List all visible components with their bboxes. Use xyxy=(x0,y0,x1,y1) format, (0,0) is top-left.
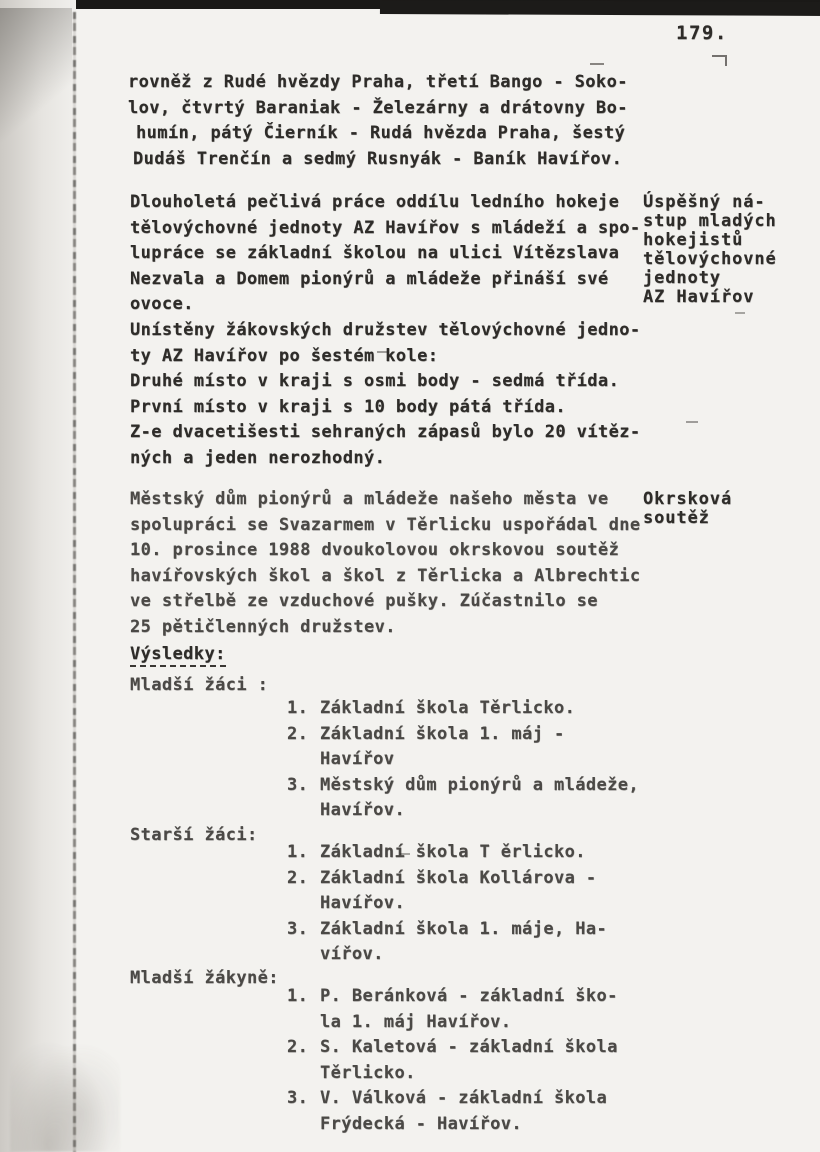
item-number: 3. xyxy=(287,918,309,939)
text-line: Základní škola T ěrlicko. xyxy=(320,842,586,862)
text-line: Unístěny žákovských družstev tělovýchovné jedno- xyxy=(130,319,641,340)
stray-mark xyxy=(712,55,727,66)
results-heading-text: Výsledky: xyxy=(130,644,226,667)
text-line: V. Válková - základní škola xyxy=(320,1088,608,1109)
text-line: Nezvala a Domem pionýrů a mládeže přináší své xyxy=(130,268,609,289)
text-line: tělovýchovné xyxy=(643,249,777,269)
item-number: 2. xyxy=(287,723,309,744)
text-line: lov, čtvrtý Baraniak - Železárny a drátovny Bo- xyxy=(128,97,628,118)
text-line: jednoty xyxy=(643,268,721,288)
item-number: 3. xyxy=(287,1088,309,1109)
text-line: Dlouholetá pečlivá práce oddílu ledního hokeje xyxy=(130,192,620,212)
text-line: Dudáš Trenčín a sedmý Rusnyák - Baník Havířov. xyxy=(133,148,623,169)
text-line: vířov. xyxy=(320,944,384,965)
scan-smudge xyxy=(10,1022,120,1152)
text-line: Druhé místo v kraji s osmi body - sedmá třída. xyxy=(130,371,620,392)
item-number: 1. xyxy=(287,698,309,718)
page-number: 179. xyxy=(676,22,728,44)
text-line: AZ Havířov xyxy=(643,287,755,307)
scan-top-edge-right xyxy=(380,0,820,16)
list-item xyxy=(287,917,707,968)
text-line: spolupráci se Svazarmem v Těrlicku uspořádal dne xyxy=(130,514,641,535)
item-number: 2. xyxy=(287,1037,309,1058)
stray-mark xyxy=(735,312,745,314)
text-line: stup mladých xyxy=(643,211,777,231)
text-line: ve střelbě ze vzduchové pušky. Zúčastnilo se xyxy=(130,591,598,612)
scan-left-shadow-top xyxy=(0,8,72,158)
item-number: 2. xyxy=(287,867,309,888)
list-item xyxy=(287,1035,707,1086)
results-heading xyxy=(130,642,226,668)
paragraph-youth-hockey xyxy=(130,190,640,472)
text-line: havířovských škol a škol z Těrlicka a Albrechtic xyxy=(130,565,641,586)
item-number: 1. xyxy=(287,986,309,1006)
margin-note-hockey xyxy=(643,193,777,307)
item-number: 1. xyxy=(287,842,309,862)
text-line: První místo v kraji s 10 body pátá třída. xyxy=(130,396,567,417)
text-line: Těrlicko. xyxy=(320,1062,416,1083)
text-line: Městský dům pionýrů a mládeže našeho města ve xyxy=(130,489,609,509)
group-label: Mladší žákyně: xyxy=(130,968,279,988)
list-item xyxy=(287,773,707,824)
list-item xyxy=(287,866,707,917)
list-item xyxy=(287,1086,707,1137)
list-item xyxy=(287,722,707,773)
paragraph-shooting-contest xyxy=(130,487,640,641)
text-line: ovoce. xyxy=(130,294,194,315)
text-line: Havířov. xyxy=(320,893,406,914)
text-line: ných a jeden nerozhodný. xyxy=(130,447,386,468)
text-line: humín, pátý Čierník - Rudá hvězda Praha, šestý xyxy=(136,123,626,144)
text-line: ty AZ Havířov po šestém kole: xyxy=(130,345,439,366)
text-line: Městský dům pionýrů a mládeže, xyxy=(320,774,640,795)
list-item xyxy=(287,984,707,1035)
text-line: lupráce se základní školou na ulici Vítězslava xyxy=(130,243,620,264)
list-item xyxy=(287,840,707,866)
text-line: Základní škola 1. máje, Ha- xyxy=(320,918,608,939)
text-line: Frýdecká - Havířov. xyxy=(320,1113,523,1134)
text-line: tělovýchovné jednoty AZ Havířov s mládeží a spo- xyxy=(130,217,641,238)
stray-mark xyxy=(590,63,604,65)
text-line: P. Beránková - základní ško- xyxy=(320,986,618,1006)
page-fold-line xyxy=(73,12,76,1152)
text-line: rovněž z Rudé hvězdy Praha, třetí Bango - Soko- xyxy=(128,72,628,92)
paragraph-hockey-rankings xyxy=(128,70,628,172)
stray-mark xyxy=(686,421,698,423)
text-line: Základní škola 1. máj - xyxy=(320,723,565,744)
text-line: Z-e dvacetišesti sehraných zápasů bylo 20 vítěz- xyxy=(130,422,641,443)
text-line: Základní škola Těrlicko. xyxy=(320,698,576,718)
scan-left-shadow xyxy=(0,0,76,1152)
margin-note-contest xyxy=(643,490,732,528)
list-item xyxy=(287,696,707,722)
text-line: 10. prosince 1988 dvoukolovou okrskovou soutěž xyxy=(130,540,620,561)
text-line: Havířov xyxy=(320,749,395,770)
text-line: Havířov. xyxy=(320,800,406,821)
text-line: soutěž xyxy=(643,508,710,528)
text-line: la 1. máj Havířov. xyxy=(320,1011,512,1032)
text-line: 25 pětičlenných družstev. xyxy=(130,616,396,637)
text-line: Úspěšný ná- xyxy=(643,192,766,212)
text-line: Okrsková xyxy=(643,489,733,509)
text-line: Základní škola Kollárova - xyxy=(320,867,597,888)
group-label: Starší žáci: xyxy=(130,825,258,845)
text-line: hokejistů xyxy=(643,230,744,250)
group-label: Mladší žáci : xyxy=(130,675,269,695)
text-line: S. Kaletová - základní škola xyxy=(320,1037,618,1058)
item-number: 3. xyxy=(287,774,309,795)
